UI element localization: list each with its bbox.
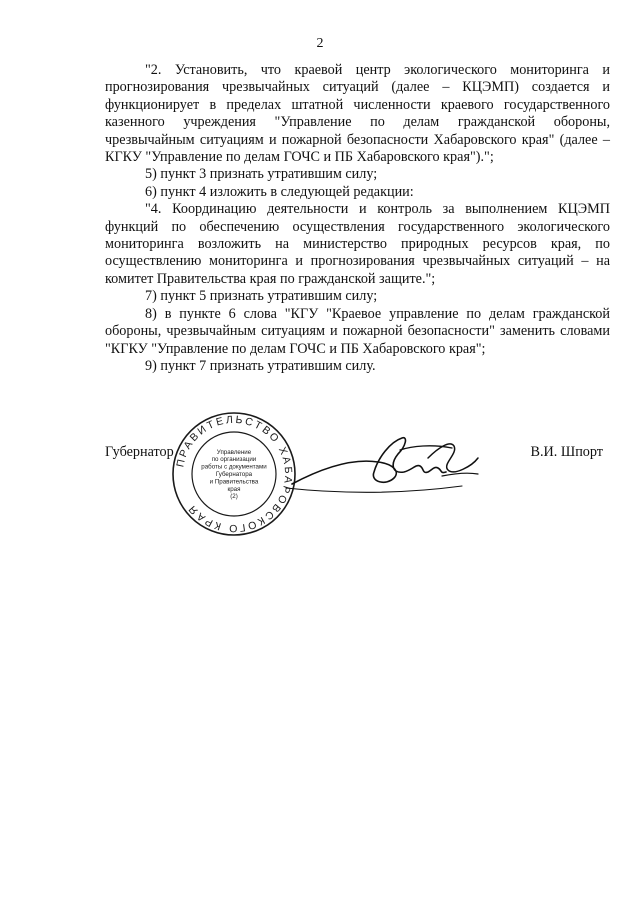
handwritten-signature bbox=[282, 428, 482, 500]
seal-center-line: (2) bbox=[230, 493, 238, 501]
seal-center-line: работы с документами bbox=[201, 463, 267, 471]
seal-ring-text: ПРАВИТЕЛЬСТВО ХАБАРОВСКОГО КРАЯ bbox=[174, 413, 295, 535]
paragraph-clause-4: "4. Координацию деятельности и контроль за выполнением КЦЭМП функций по обеспечению осуществления государственного экологического мониторинга возложить на министерство природных ресурсов края, по осуществлению мониторинга и прогнозирования чрезвычайных ситуаций – на комитет Правительства края по гражданской защите."; bbox=[105, 201, 610, 287]
paragraph-item-7: 7) пункт 5 признать утратившим силу; bbox=[145, 288, 378, 305]
seal-center-line: края bbox=[227, 485, 241, 493]
official-seal-stamp bbox=[170, 410, 298, 538]
paragraph-item-9: 9) пункт 7 признать утратившим силу. bbox=[145, 357, 376, 374]
signer-position: Губернатор bbox=[105, 444, 174, 460]
seal-center-line: Губернатора bbox=[215, 471, 253, 478]
paragraph-clause-2: "2. Установить, что краевой центр экологического мониторинга и прогнозирования чрезвычайных ситуаций (далее – КЦЭМП) создается и функционирует в пределах штатной численности краевого государственного казенного учреждения "Управление по делам гражданской обороны, чрезвычайным ситуациям и пожарной безопасности Хабаровского края" (далее – КГКУ "Управление по делам ГОЧС и ПБ Хабаровского края")."; bbox=[105, 62, 610, 166]
paragraph-item-6: 6) пункт 4 изложить в следующей редакции: bbox=[145, 183, 414, 200]
seal-center-text bbox=[201, 449, 267, 500]
seal-center-line: Управление bbox=[216, 448, 252, 456]
seal-center-line: и Правительства bbox=[209, 478, 259, 486]
signer-name: В.И. Шпорт bbox=[530, 444, 603, 460]
paragraph-item-5: 5) пункт 3 признать утратившим силу; bbox=[145, 166, 378, 183]
paragraph-item-8: 8) в пункте 6 слова "КГУ "Краевое управление по делам гражданской обороны, чрезвычайным ситуациям и пожарной безопасности" заменить словами "КГКУ "Управление по делам ГОЧС и ПБ Хабаровского края"; bbox=[105, 305, 610, 357]
seal-center-line: по организации bbox=[211, 456, 257, 464]
document-body bbox=[105, 62, 610, 375]
page-number: 2 bbox=[316, 36, 324, 51]
